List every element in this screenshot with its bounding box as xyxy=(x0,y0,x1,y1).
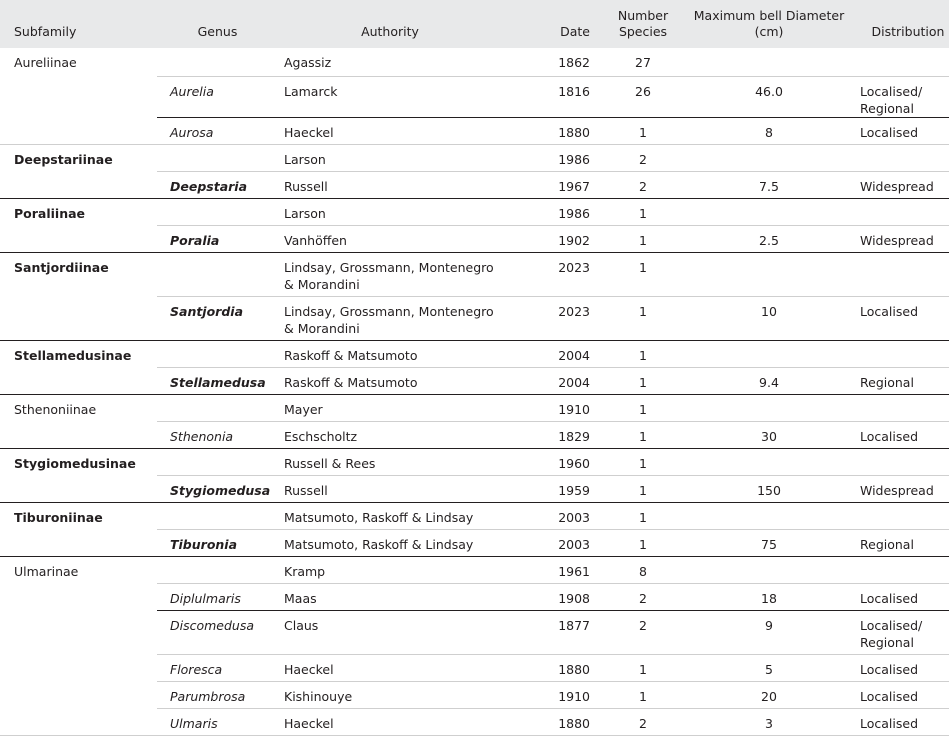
authority-cell: Eschscholtz xyxy=(284,428,358,444)
genus-cell xyxy=(157,556,278,583)
table-row xyxy=(0,475,949,502)
bell-diameter-cell: 7.5 xyxy=(759,178,779,194)
genus-cell: Sthenonia xyxy=(170,428,234,444)
distribution-cell xyxy=(854,198,949,225)
date-cell: 1986 xyxy=(558,205,590,221)
bell-diameter-cell xyxy=(684,198,854,225)
authority-cell: Raskoff & Matsumoto xyxy=(284,347,418,363)
date-cell: 2004 xyxy=(558,374,590,390)
subfamily-cell xyxy=(0,117,157,144)
distribution-cell xyxy=(854,340,949,367)
date-cell: 1880 xyxy=(558,715,590,731)
subfamily-cell xyxy=(0,475,157,502)
date-cell: 2023 xyxy=(558,259,590,275)
authority-cell: Russell xyxy=(284,178,328,194)
col-header-max-bell-diameter: Maximum bell Diameter (cm) xyxy=(684,0,854,48)
distribution-cell xyxy=(854,144,949,171)
species-count-cell: 1 xyxy=(639,455,647,471)
table-row xyxy=(0,144,949,171)
date-cell: 1877 xyxy=(558,617,590,633)
authority-cell: Haeckel xyxy=(284,124,334,140)
distribution-cell: Localised/ Regional xyxy=(860,617,923,650)
genus-cell: Poralia xyxy=(170,232,220,248)
species-count-cell: 1 xyxy=(639,536,647,552)
authority-cell: Claus xyxy=(284,617,319,633)
distribution-cell xyxy=(854,252,949,296)
distribution-cell xyxy=(854,394,949,421)
bell-diameter-cell: 150 xyxy=(757,482,781,498)
table-row xyxy=(0,654,949,681)
species-count-cell: 1 xyxy=(639,509,647,525)
genus-cell: Floresca xyxy=(170,661,223,677)
authority-cell: Russell xyxy=(284,482,328,498)
bell-diameter-cell: 3 xyxy=(765,715,773,731)
authority-cell: Raskoff & Matsumoto xyxy=(284,374,418,390)
distribution-cell: Regional xyxy=(860,374,914,390)
bell-diameter-cell xyxy=(684,556,854,583)
distribution-cell: Localised xyxy=(860,688,919,704)
authority-cell: Lamarck xyxy=(284,83,338,99)
subfamily-cell: Stygiomedusinae xyxy=(0,448,157,475)
genus-cell xyxy=(157,340,278,367)
species-count-cell: 1 xyxy=(639,205,647,221)
authority-cell: Haeckel xyxy=(284,661,334,677)
species-count-cell: 2 xyxy=(639,590,647,606)
table-row xyxy=(0,296,949,340)
bell-diameter-cell: 5 xyxy=(765,661,773,677)
date-cell: 1880 xyxy=(558,661,590,677)
subfamily-cell xyxy=(0,583,157,610)
table-row xyxy=(0,556,949,583)
species-count-cell: 1 xyxy=(639,347,647,363)
date-cell: 1986 xyxy=(558,151,590,167)
bell-diameter-cell: 10 xyxy=(761,303,777,319)
col-header-date: Date xyxy=(502,0,602,48)
distribution-cell: Localised xyxy=(860,303,919,319)
distribution-cell: Localised xyxy=(860,590,919,606)
table-row xyxy=(0,448,949,475)
table-row xyxy=(0,171,949,198)
genus-cell: Tiburonia xyxy=(170,536,238,552)
table-row xyxy=(0,252,949,296)
bell-diameter-cell: 20 xyxy=(761,688,777,704)
subfamily-cell xyxy=(0,708,157,735)
table-row xyxy=(0,76,949,117)
species-count-cell: 2 xyxy=(639,617,647,633)
bell-diameter-cell: 9.4 xyxy=(759,374,779,390)
distribution-cell xyxy=(854,502,949,529)
authority-cell: Larson xyxy=(284,151,326,167)
table-row xyxy=(0,610,949,654)
date-cell: 1880 xyxy=(558,124,590,140)
table-row xyxy=(0,340,949,367)
species-count-cell: 1 xyxy=(639,482,647,498)
distribution-cell: Widespread xyxy=(860,178,934,194)
table-row xyxy=(0,225,949,252)
bell-diameter-cell xyxy=(684,48,854,76)
subfamily-cell: Aureliinae xyxy=(0,48,157,76)
date-cell: 1829 xyxy=(558,428,590,444)
genus-cell xyxy=(157,198,278,225)
subfamily-cell xyxy=(0,171,157,198)
col-header-distribution: Distribution xyxy=(854,0,949,48)
table-row xyxy=(0,394,949,421)
date-cell: 1908 xyxy=(558,590,590,606)
bell-diameter-cell xyxy=(684,448,854,475)
subfamily-cell xyxy=(0,76,157,117)
subfamily-cell: Tiburoniinae xyxy=(0,502,157,529)
date-cell: 2003 xyxy=(558,536,590,552)
genus-cell xyxy=(157,502,278,529)
bell-diameter-cell: 30 xyxy=(761,428,777,444)
genus-cell xyxy=(157,48,278,76)
date-cell: 1902 xyxy=(558,232,590,248)
authority-cell: Larson xyxy=(284,205,326,221)
date-cell: 1910 xyxy=(558,401,590,417)
bell-diameter-cell xyxy=(684,394,854,421)
bell-diameter-cell xyxy=(684,144,854,171)
distribution-cell xyxy=(854,448,949,475)
species-count-cell: 1 xyxy=(639,124,647,140)
date-cell: 1960 xyxy=(558,455,590,471)
col-header-subfamily: Subfamily xyxy=(0,0,157,48)
authority-cell: Russell & Rees xyxy=(284,455,376,471)
genus-cell: Parumbrosa xyxy=(170,688,246,704)
distribution-cell: Widespread xyxy=(860,482,934,498)
authority-cell: Agassiz xyxy=(284,55,332,70)
subfamily-cell: Ulmarinae xyxy=(0,556,157,583)
bell-diameter-cell: 46.0 xyxy=(755,83,783,99)
date-cell: 2023 xyxy=(558,303,590,319)
col-header-genus: Genus xyxy=(157,0,278,48)
subfamily-cell xyxy=(0,610,157,654)
genus-cell xyxy=(157,252,278,296)
bell-diameter-cell xyxy=(684,340,854,367)
bell-diameter-cell xyxy=(684,252,854,296)
species-count-cell: 1 xyxy=(639,401,647,417)
distribution-cell: Widespread xyxy=(860,232,934,248)
authority-cell: Lindsay, Grossmann, Montenegro & Morandini xyxy=(284,303,494,336)
bell-diameter-cell: 75 xyxy=(761,536,777,552)
genus-cell xyxy=(157,394,278,421)
authority-cell: Kramp xyxy=(284,563,326,579)
species-count-cell: 1 xyxy=(639,661,647,677)
table-row xyxy=(0,681,949,708)
species-count-cell: 2 xyxy=(639,178,647,194)
date-cell: 1816 xyxy=(558,83,590,99)
subfamily-cell: Poraliinae xyxy=(0,198,157,225)
genus-cell: Stygiomedusa xyxy=(170,482,271,498)
date-cell: 1959 xyxy=(558,482,590,498)
authority-cell: Haeckel xyxy=(284,715,334,731)
subfamily-cell xyxy=(0,225,157,252)
subfamily-cell: Deepstariinae xyxy=(0,144,157,171)
species-count-cell: 8 xyxy=(639,563,647,579)
subfamily-cell xyxy=(0,654,157,681)
date-cell: 2004 xyxy=(558,347,590,363)
distribution-cell xyxy=(854,556,949,583)
species-count-cell: 27 xyxy=(635,55,651,70)
genus-cell: Santjordia xyxy=(170,303,244,319)
col-header-authority: Authority xyxy=(278,0,502,48)
bell-diameter-cell: 8 xyxy=(765,124,773,140)
subfamily-cell: Stellamedusinae xyxy=(0,340,157,367)
genus-cell: Aurelia xyxy=(170,83,214,99)
date-cell: 1910 xyxy=(558,688,590,704)
date-cell: 1862 xyxy=(558,55,590,70)
genus-cell xyxy=(157,144,278,171)
species-count-cell: 2 xyxy=(639,151,647,167)
table-row xyxy=(0,421,949,448)
distribution-cell: Localised/ Regional xyxy=(860,83,923,116)
table-row xyxy=(0,583,949,610)
table-row xyxy=(0,367,949,394)
genus-cell: Stellamedusa xyxy=(170,374,266,390)
genus-cell xyxy=(157,448,278,475)
authority-cell: Lindsay, Grossmann, Montenegro & Morandini xyxy=(284,259,494,292)
authority-cell: Matsumoto, Raskoff & Lindsay xyxy=(284,536,474,552)
table-body xyxy=(0,48,949,735)
table-row xyxy=(0,502,949,529)
species-count-cell: 1 xyxy=(639,428,647,444)
subfamily-cell: Sthenoniinae xyxy=(0,394,157,421)
subfamily-cell xyxy=(0,367,157,394)
subfamily-cell xyxy=(0,681,157,708)
subfamily-cell xyxy=(0,421,157,448)
date-cell: 1961 xyxy=(558,563,590,579)
genus-cell: Deepstaria xyxy=(170,178,248,194)
distribution-cell: Localised xyxy=(860,661,919,677)
header-row xyxy=(0,0,949,48)
genus-cell: Aurosa xyxy=(170,124,214,140)
table-row xyxy=(0,529,949,556)
species-count-cell: 26 xyxy=(635,83,651,99)
distribution-cell: Localised xyxy=(860,715,919,731)
bell-diameter-cell: 18 xyxy=(761,590,777,606)
table-row xyxy=(0,48,949,76)
table-row xyxy=(0,198,949,225)
species-count-cell: 1 xyxy=(639,259,647,275)
genus-cell: Ulmaris xyxy=(170,715,218,731)
bell-diameter-cell: 9 xyxy=(765,617,773,633)
authority-cell: Vanhöffen xyxy=(284,232,347,248)
species-count-cell: 1 xyxy=(639,232,647,248)
species-count-cell: 1 xyxy=(639,374,647,390)
bell-diameter-cell xyxy=(684,502,854,529)
subfamily-cell xyxy=(0,296,157,340)
distribution-cell: Regional xyxy=(860,536,914,552)
distribution-cell: Localised xyxy=(860,124,919,140)
table-row xyxy=(0,708,949,735)
date-cell: 1967 xyxy=(558,178,590,194)
date-cell: 2003 xyxy=(558,509,590,525)
distribution-cell xyxy=(854,48,949,76)
authority-cell: Maas xyxy=(284,590,317,606)
species-count-cell: 2 xyxy=(639,715,647,731)
subfamily-cell xyxy=(0,529,157,556)
col-header-number-species: Number Species xyxy=(602,0,684,48)
species-count-cell: 1 xyxy=(639,688,647,704)
genus-cell: Discomedusa xyxy=(170,617,255,633)
species-count-cell: 1 xyxy=(639,303,647,319)
genus-cell: Diplulmaris xyxy=(170,590,241,606)
authority-cell: Mayer xyxy=(284,401,323,417)
subfamily-cell: Santjordiinae xyxy=(0,252,157,296)
table-row xyxy=(0,117,949,144)
authority-cell: Kishinouye xyxy=(284,688,353,704)
bell-diameter-cell: 2.5 xyxy=(759,232,779,248)
distribution-cell: Localised xyxy=(860,428,919,444)
authority-cell: Matsumoto, Raskoff & Lindsay xyxy=(284,509,474,525)
